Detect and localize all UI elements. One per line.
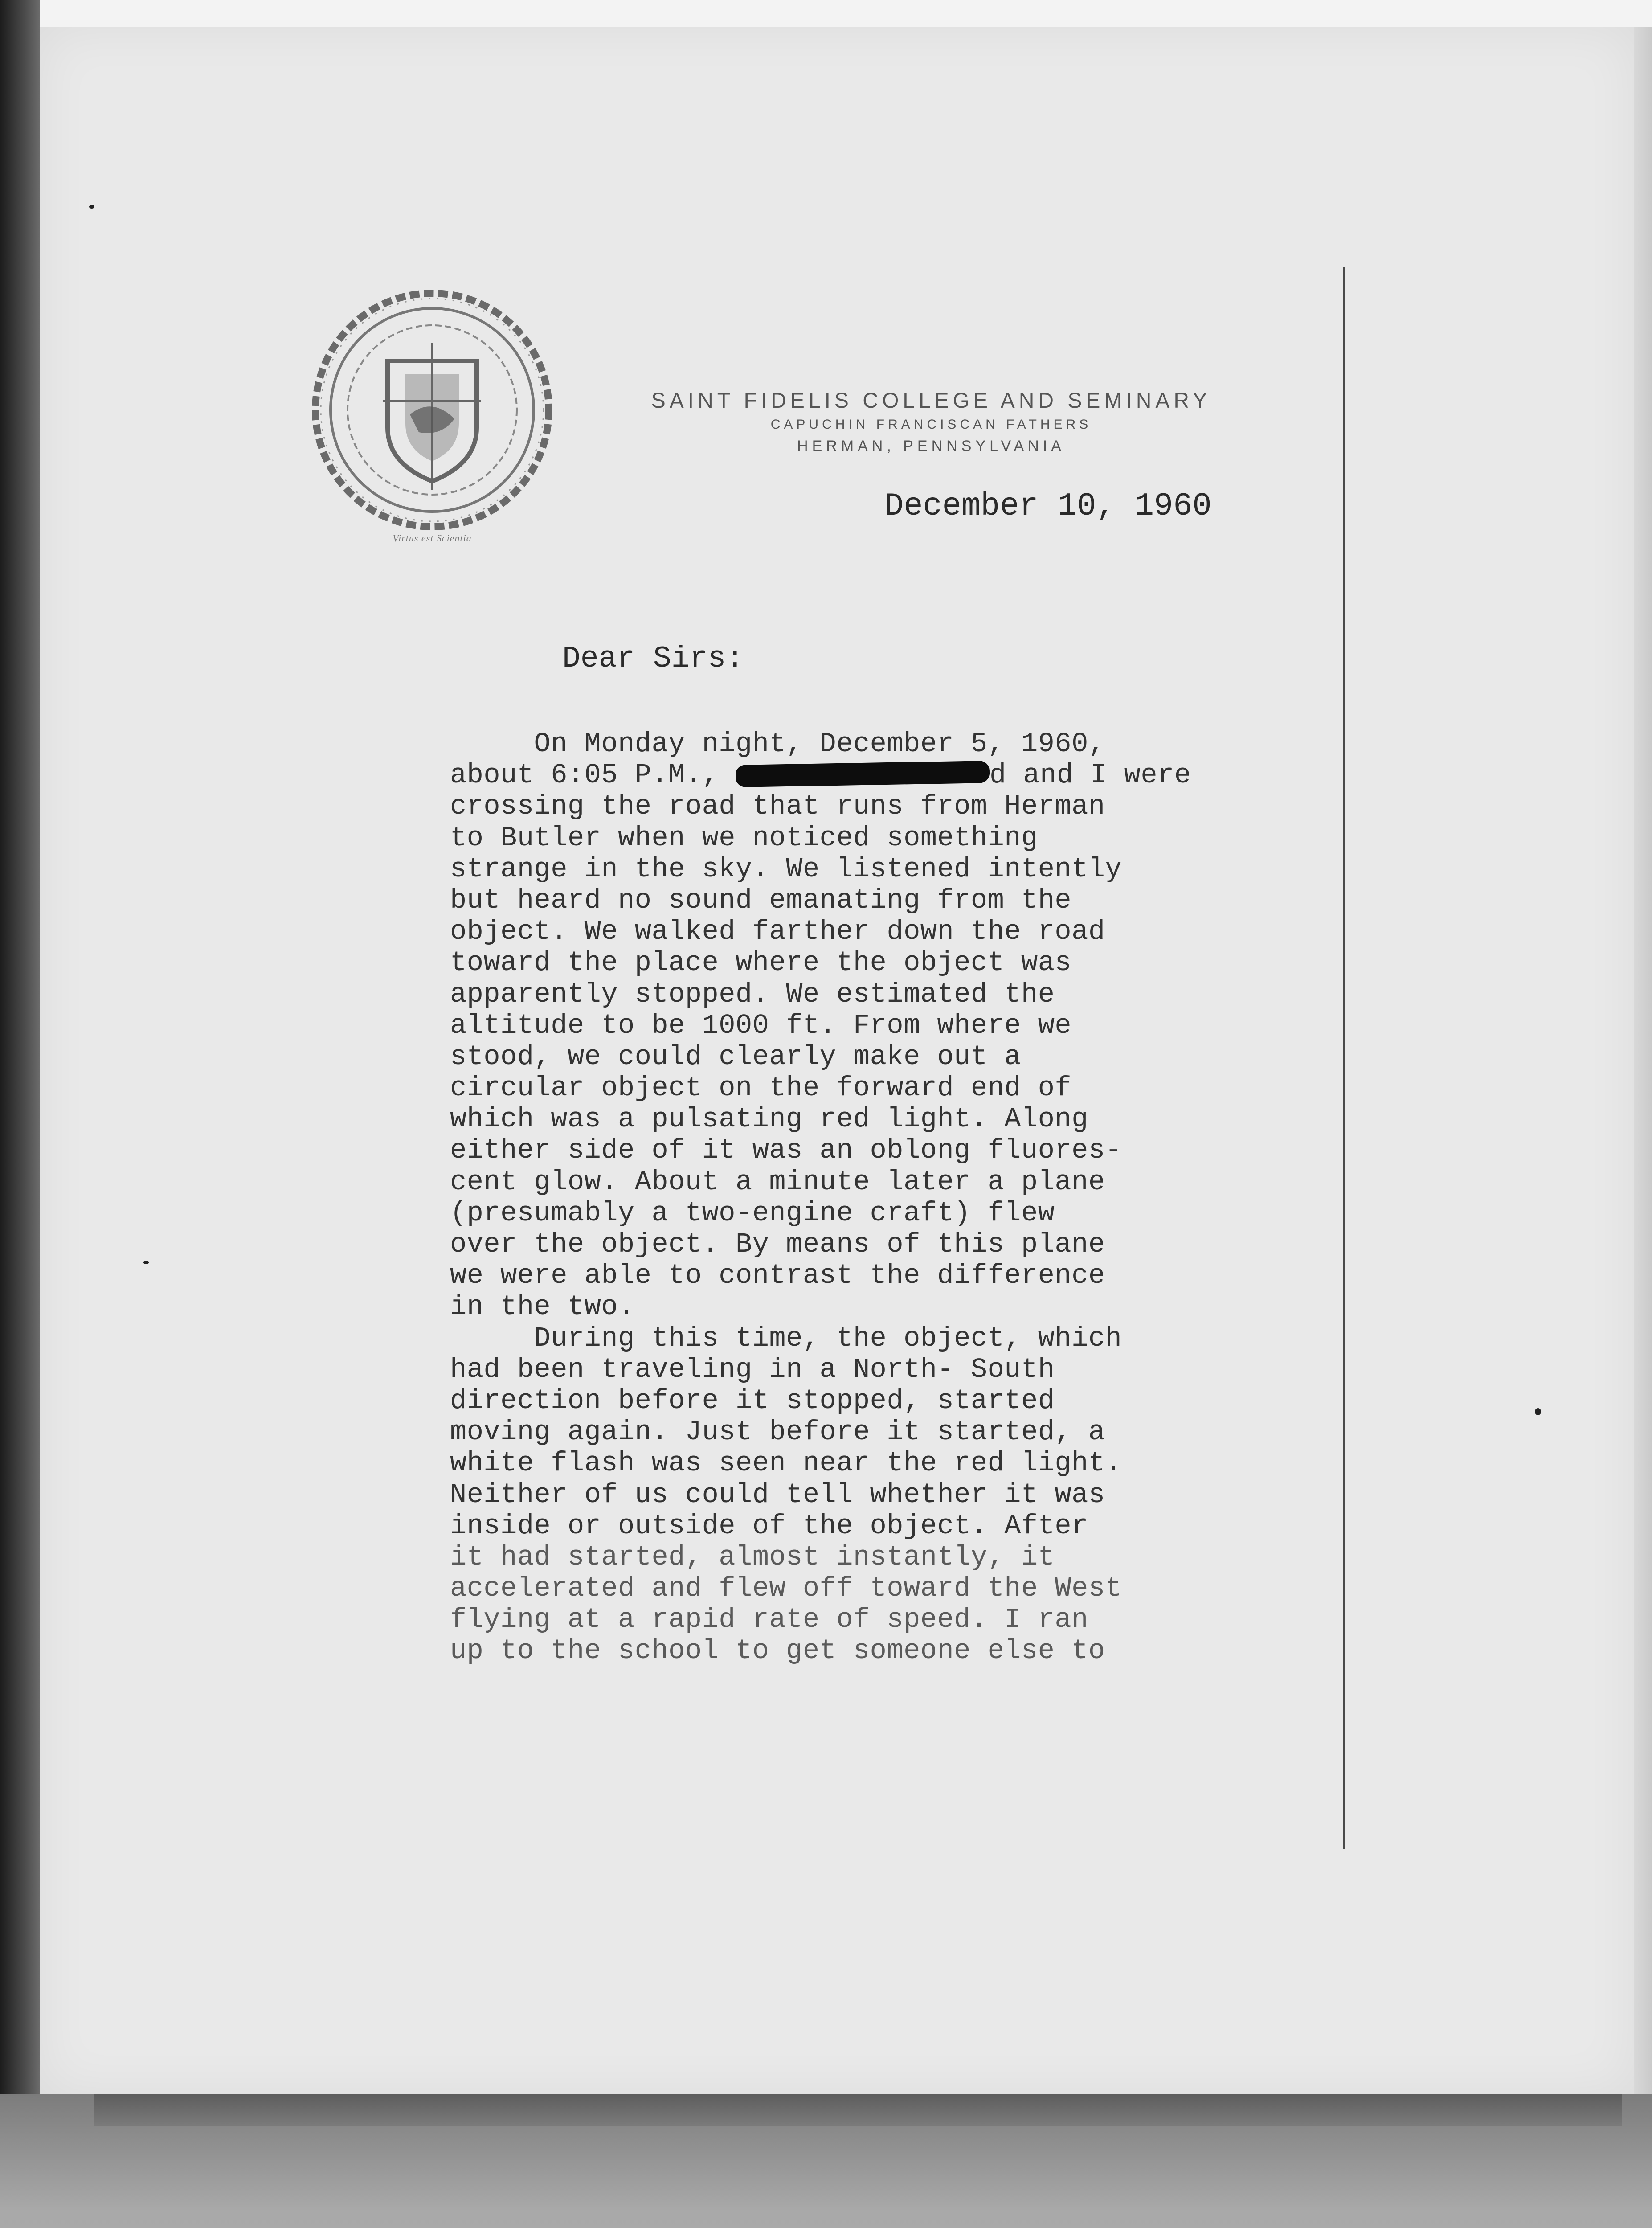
letter-line: [450, 1073, 1252, 1104]
letter-line: [450, 1323, 1252, 1354]
letter-line-text: During this time, the object, which: [450, 1322, 1122, 1354]
letter-line-text: about 6:05 P.M.,: [450, 759, 736, 791]
redaction-mark: [736, 761, 990, 787]
dust-speck: [1535, 1408, 1541, 1415]
letter-line-text: white flash was seen near the red light.: [450, 1447, 1122, 1479]
letter-line-text: but heard no sound emanating from the: [450, 884, 1072, 916]
letter-line: [450, 1010, 1252, 1041]
letter-line-text: Neither of us could tell whether it was: [450, 1479, 1105, 1511]
letter-line-text: circular object on the forward end of: [450, 1072, 1072, 1104]
letter-line-text: inside or outside of the object. After: [450, 1510, 1088, 1542]
letter-line: [450, 1260, 1252, 1291]
photo-right-edge: [1634, 27, 1652, 2099]
letter-line-text: moving again. Just before it started, a: [450, 1416, 1105, 1448]
letter-line: [450, 1479, 1252, 1511]
letter-line: [450, 760, 1252, 791]
letter-line: [450, 823, 1252, 854]
seal-motto: Virtus est Scientia: [393, 532, 472, 544]
letter-line-text: flying at a rapid rate of speed. I ran: [450, 1604, 1088, 1636]
letter-line: [450, 1635, 1252, 1667]
letter-line-text: object. We walked farther down the road: [450, 916, 1105, 948]
letter-line: [450, 1385, 1252, 1417]
letter-line-text: stood, we could clearly make out a: [450, 1040, 1022, 1073]
letter-line-text: up to the school to get someone else to: [450, 1635, 1105, 1667]
letter-body: [450, 729, 1252, 1667]
letter-line: [450, 1542, 1252, 1573]
letter-line-text: (presumably a two-engine craft) flew: [450, 1197, 1055, 1229]
letterhead-institution: SAINT FIDELIS COLLEGE AND SEMINARY: [651, 389, 1211, 413]
letter-line: [450, 1229, 1252, 1260]
letter-line-text: d and I were: [990, 759, 1191, 791]
letter-line: [450, 1448, 1252, 1479]
letter-line-text: over the object. By means of this plane: [450, 1229, 1105, 1260]
letter-line-text: crossing the road that runs from Herman: [450, 790, 1105, 823]
letter-line: [450, 979, 1252, 1010]
letter-line: [450, 885, 1252, 916]
letter-line-text: to Butler when we noticed something: [450, 822, 1038, 854]
letter-line: [450, 729, 1252, 760]
college-seal-emblem: [307, 285, 557, 535]
letter-line-text: we were able to contrast the difference: [450, 1260, 1105, 1292]
letter-line-text: apparently stopped. We estimated the: [450, 978, 1055, 1010]
letter-line-text: which was a pulsating red light. Along: [450, 1103, 1088, 1135]
letter-line: [450, 854, 1252, 885]
letter-line-text: had been traveling in a North- South: [450, 1353, 1055, 1385]
letter-line: [450, 916, 1252, 947]
letter-line: [450, 1104, 1252, 1135]
letter-line-text: On Monday night, December 5, 1960,: [450, 728, 1105, 760]
letterhead-order: CAPUCHIN FRANCISCAN FATHERS: [770, 417, 1092, 432]
dust-speck: [89, 205, 94, 209]
letter-line: [450, 1198, 1252, 1229]
letterhead: [642, 388, 1221, 457]
salutation: Dear Sirs:: [562, 642, 744, 676]
letter-line: [450, 1573, 1252, 1604]
letter-line-text: cent glow. About a minute later a plane: [450, 1166, 1105, 1198]
page-edge-line: [1343, 267, 1345, 1849]
letter-line: [450, 1291, 1252, 1323]
letter-line: [450, 1167, 1252, 1198]
dust-speck: [143, 1261, 149, 1264]
letter-line-text: toward the place where the object was: [450, 947, 1072, 979]
letter-line: [450, 1354, 1252, 1385]
letter-line-text: either side of it was an oblong fluores-: [450, 1134, 1122, 1167]
letter-line: [450, 1417, 1252, 1448]
letter-line-text: accelerated and flew off toward the West: [450, 1573, 1122, 1605]
letter-line-text: it had started, almost instantly, it: [450, 1541, 1055, 1573]
letter-line-text: direction before it stopped, started: [450, 1384, 1055, 1417]
letter-line-text: in the two.: [450, 1291, 635, 1323]
letter-line: [450, 1135, 1252, 1166]
letter-line-text: altitude to be 1000 ft. From where we: [450, 1009, 1072, 1041]
letter-date: December 10, 1960: [884, 488, 1212, 524]
letterhead-location: HERMAN, PENNSYLVANIA: [797, 438, 1065, 455]
photo-left-edge: [0, 0, 40, 2117]
letter-line: [450, 1511, 1252, 1542]
letter-line: [450, 947, 1252, 979]
letter-line-text: strange in the sky. We listened intently: [450, 853, 1122, 885]
sheet-shadow: [94, 2094, 1622, 2126]
letter-line: [450, 1604, 1252, 1635]
letter-line: [450, 1041, 1252, 1073]
letter-line: [450, 791, 1252, 822]
